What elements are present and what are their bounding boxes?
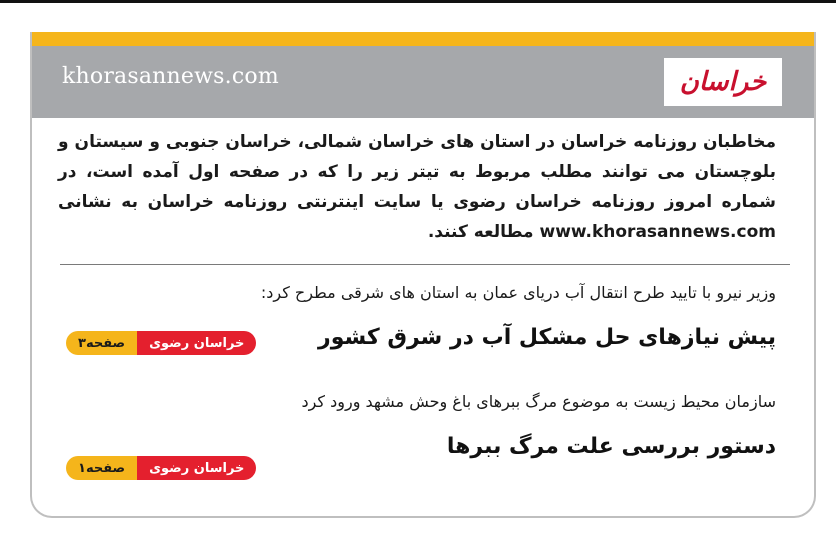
news-notice-card xyxy=(30,32,816,518)
header-bar xyxy=(32,46,814,118)
divider xyxy=(60,264,790,265)
item-2-page-label: صفحه۱ xyxy=(66,456,137,480)
item-1-badge[interactable] xyxy=(66,331,256,355)
item-2-section-label: خراسان رضوی xyxy=(137,456,256,480)
item-1-section-label: خراسان رضوی xyxy=(137,331,256,355)
item-1-page-label: صفحه۳ xyxy=(66,331,137,355)
logo-text: خراسان xyxy=(679,67,767,97)
item-2-badge[interactable] xyxy=(66,456,256,480)
gold-band xyxy=(32,32,814,46)
top-rule xyxy=(0,0,836,3)
khorasan-logo xyxy=(664,58,782,106)
item-2-headline[interactable]: دستور بررسی علت مرگ ببرها xyxy=(446,434,776,459)
item-1-headline[interactable]: پیش نیازهای حل مشکل آب در شرق کشور xyxy=(318,325,776,350)
notice-paragraph: مخاطبان روزنامه خراسان در استان های خراسان شمالی، خراسان جنوبی و سیستان و بلوچستان می توانند مطلب مربوط به تیتر زیر را که در صفحه اول آمده است، در شماره امروز روزنامه خراسان رضوی یا سایت اینترنتی روزنامه خراسان به نشانی www.khorasannews.com مطالعه کنند. xyxy=(58,132,776,242)
site-url-link[interactable]: khorasannews.com xyxy=(62,64,279,89)
item-2-subtitle: سازمان محیط زیست به موضوع مرگ ببرهای باغ وحش مشهد ورود کرد xyxy=(301,392,776,411)
item-1-subtitle: وزیر نیرو با تایید طرح انتقال آب دریای عمان به استان های شرقی مطرح کرد: xyxy=(260,283,776,302)
